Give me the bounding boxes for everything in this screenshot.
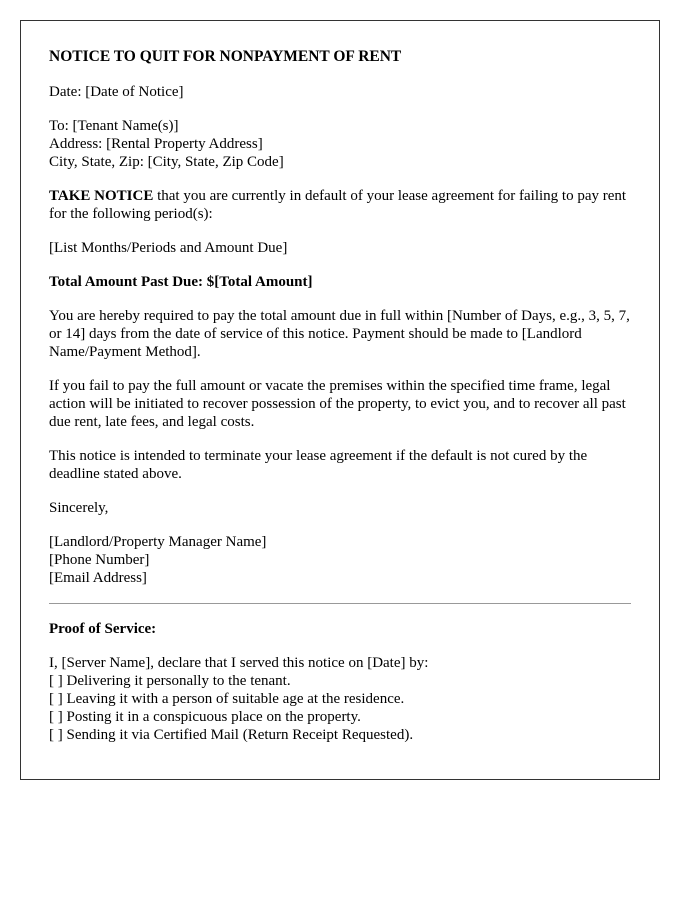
total-due-paragraph	[49, 273, 631, 291]
total-due-text: Total Amount Past Due: $[Total Amount]	[49, 274, 313, 290]
city-line: City, State, Zip: [City, State, Zip Code]	[49, 154, 284, 170]
section-divider	[49, 603, 631, 604]
periods-paragraph	[49, 239, 631, 257]
proof-of-service-heading: Proof of Service:	[49, 621, 157, 637]
take-notice-text: that you are currently in default of your lease agreement for failing to pay rent for the following period(s):	[49, 188, 627, 222]
service-option: [ ] Posting it in a conspicuous place on the property.	[49, 709, 361, 725]
notice-document	[20, 20, 660, 780]
service-option: [ ] Delivering it personally to the tenant.	[49, 673, 291, 689]
proof-of-service-block	[49, 654, 631, 744]
tenant-line: To: [Tenant Name(s)]	[49, 118, 179, 134]
address-line: Address: [Rental Property Address]	[49, 136, 263, 152]
signature-name: [Landlord/Property Manager Name]	[49, 534, 267, 550]
take-notice-paragraph	[49, 187, 631, 223]
recipient-block	[49, 117, 631, 171]
service-declaration: I, [Server Name], declare that I served this notice on [Date] by:	[49, 655, 429, 671]
signature-email: [Email Address]	[49, 570, 147, 586]
signature-block	[49, 533, 631, 587]
date-text: Date: [Date of Notice]	[49, 84, 184, 100]
service-option: [ ] Sending it via Certified Mail (Return Receipt Requested).	[49, 727, 414, 743]
take-notice-label: TAKE NOTICE	[49, 188, 154, 204]
signature-phone: [Phone Number]	[49, 552, 150, 568]
date-line	[49, 83, 631, 101]
periods-text: [List Months/Periods and Amount Due]	[49, 240, 288, 256]
payment-paragraph: You are hereby required to pay the total amount due in full within [Number of Days, e.g., 3, 5, 7, or 14] days from the date of service of this notice. Payment should be made to [Landlord Name/Payment Method].	[49, 308, 630, 360]
failure-paragraph: If you fail to pay the full amount or vacate the premises within the specified time frame, legal action will be initiated to recover possession of the property, to evict you, and to recover all past due rent, late fees, and legal costs.	[49, 378, 626, 430]
terminate-paragraph: This notice is intended to terminate your lease agreement if the default is not cured by the deadline stated above.	[49, 448, 588, 482]
closing: Sincerely,	[49, 500, 109, 516]
notice-title: NOTICE TO QUIT FOR NONPAYMENT OF RENT	[49, 48, 402, 65]
service-option: [ ] Leaving it with a person of suitable age at the residence.	[49, 691, 405, 707]
